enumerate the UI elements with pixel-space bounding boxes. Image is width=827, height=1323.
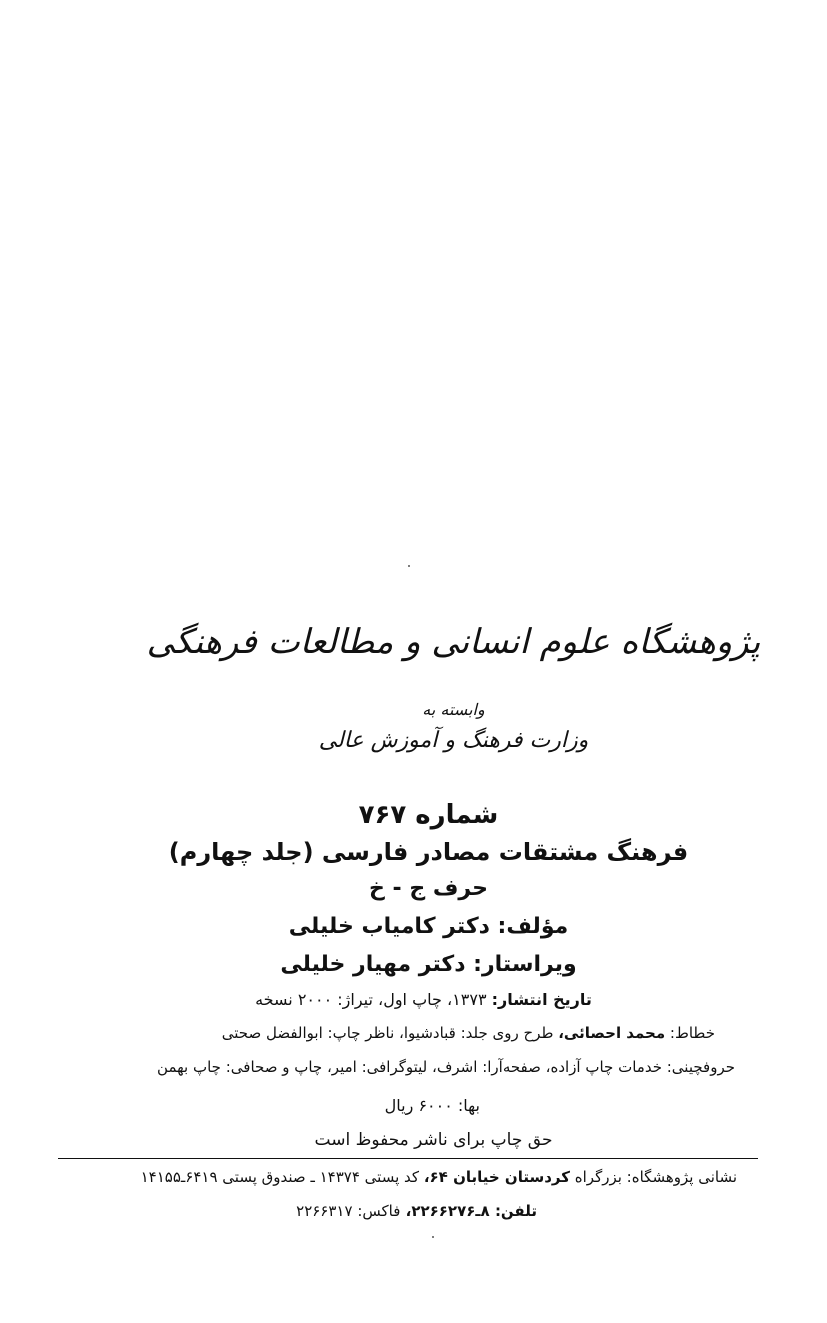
address-line: [141, 1168, 737, 1186]
fax-number: فاکس: ۲۲۶۶۳۱۷: [296, 1202, 401, 1220]
publication-label: تاریخ انتشار:: [491, 990, 592, 1009]
rights-notice: حق چاپ برای ناشر محفوظ است: [314, 1130, 553, 1150]
series-number: شماره ۷۶۷: [358, 800, 499, 830]
calligrapher-name: محمد احصائی،: [558, 1024, 666, 1042]
divider-rule: [58, 1158, 758, 1159]
speck: [408, 565, 410, 567]
phone-number: ۸ـ۲۲۶۶۲۷۶،: [405, 1202, 490, 1220]
calligrapher-label: خطاط:: [669, 1024, 715, 1042]
address-street: کردستان خیابان ۶۴،: [423, 1168, 570, 1186]
letters-range: حرف ج - خ: [369, 876, 488, 901]
affiliation-word: وابسته به: [422, 700, 485, 719]
phone-label: تلفن:: [494, 1202, 537, 1220]
publication-line: [20, 990, 827, 1009]
editor-line: ویراستار: دکتر مهیار خلیلی: [280, 952, 577, 977]
credits-line-1: [222, 1024, 715, 1042]
credits-line-2: حروفچینی: خدمات چاپ آزاده، صفحه‌آرا: اشرف، لیتوگرافی: امیر، چاپ و صحافی: چاپ بهمن: [157, 1058, 735, 1076]
book-title: فرهنگ مشتقات مصادر فارسی (جلد چهارم): [168, 838, 689, 866]
address-prefix: نشانی پژوهشگاه: بزرگراه: [574, 1168, 737, 1186]
phone-line: [296, 1202, 537, 1220]
author-line: مؤلف: دکتر کامیاب خلیلی: [288, 914, 569, 939]
speck: [432, 1236, 434, 1238]
address-rest: کد پستی ۱۴۳۷۴ ـ صندوق پستی ۶۴۱۹ـ۱۴۱۵۵: [140, 1168, 420, 1186]
ministry-name: وزارت فرهنگ و آموزش عالی: [318, 728, 589, 753]
publication-details: ۱۳۷۳، چاپ اول، تیراژ: ۲۰۰۰ نسخه: [255, 990, 487, 1009]
cover-design: طرح روی جلد: قبادشیوا، ناظر چاپ: ابوالفضل صحتی: [221, 1024, 554, 1042]
price: بها: ۶۰۰۰ ریال: [384, 1096, 480, 1115]
institute-name: پژوهشگاه علوم انسانی و مطالعات فرهنگی: [146, 622, 761, 662]
